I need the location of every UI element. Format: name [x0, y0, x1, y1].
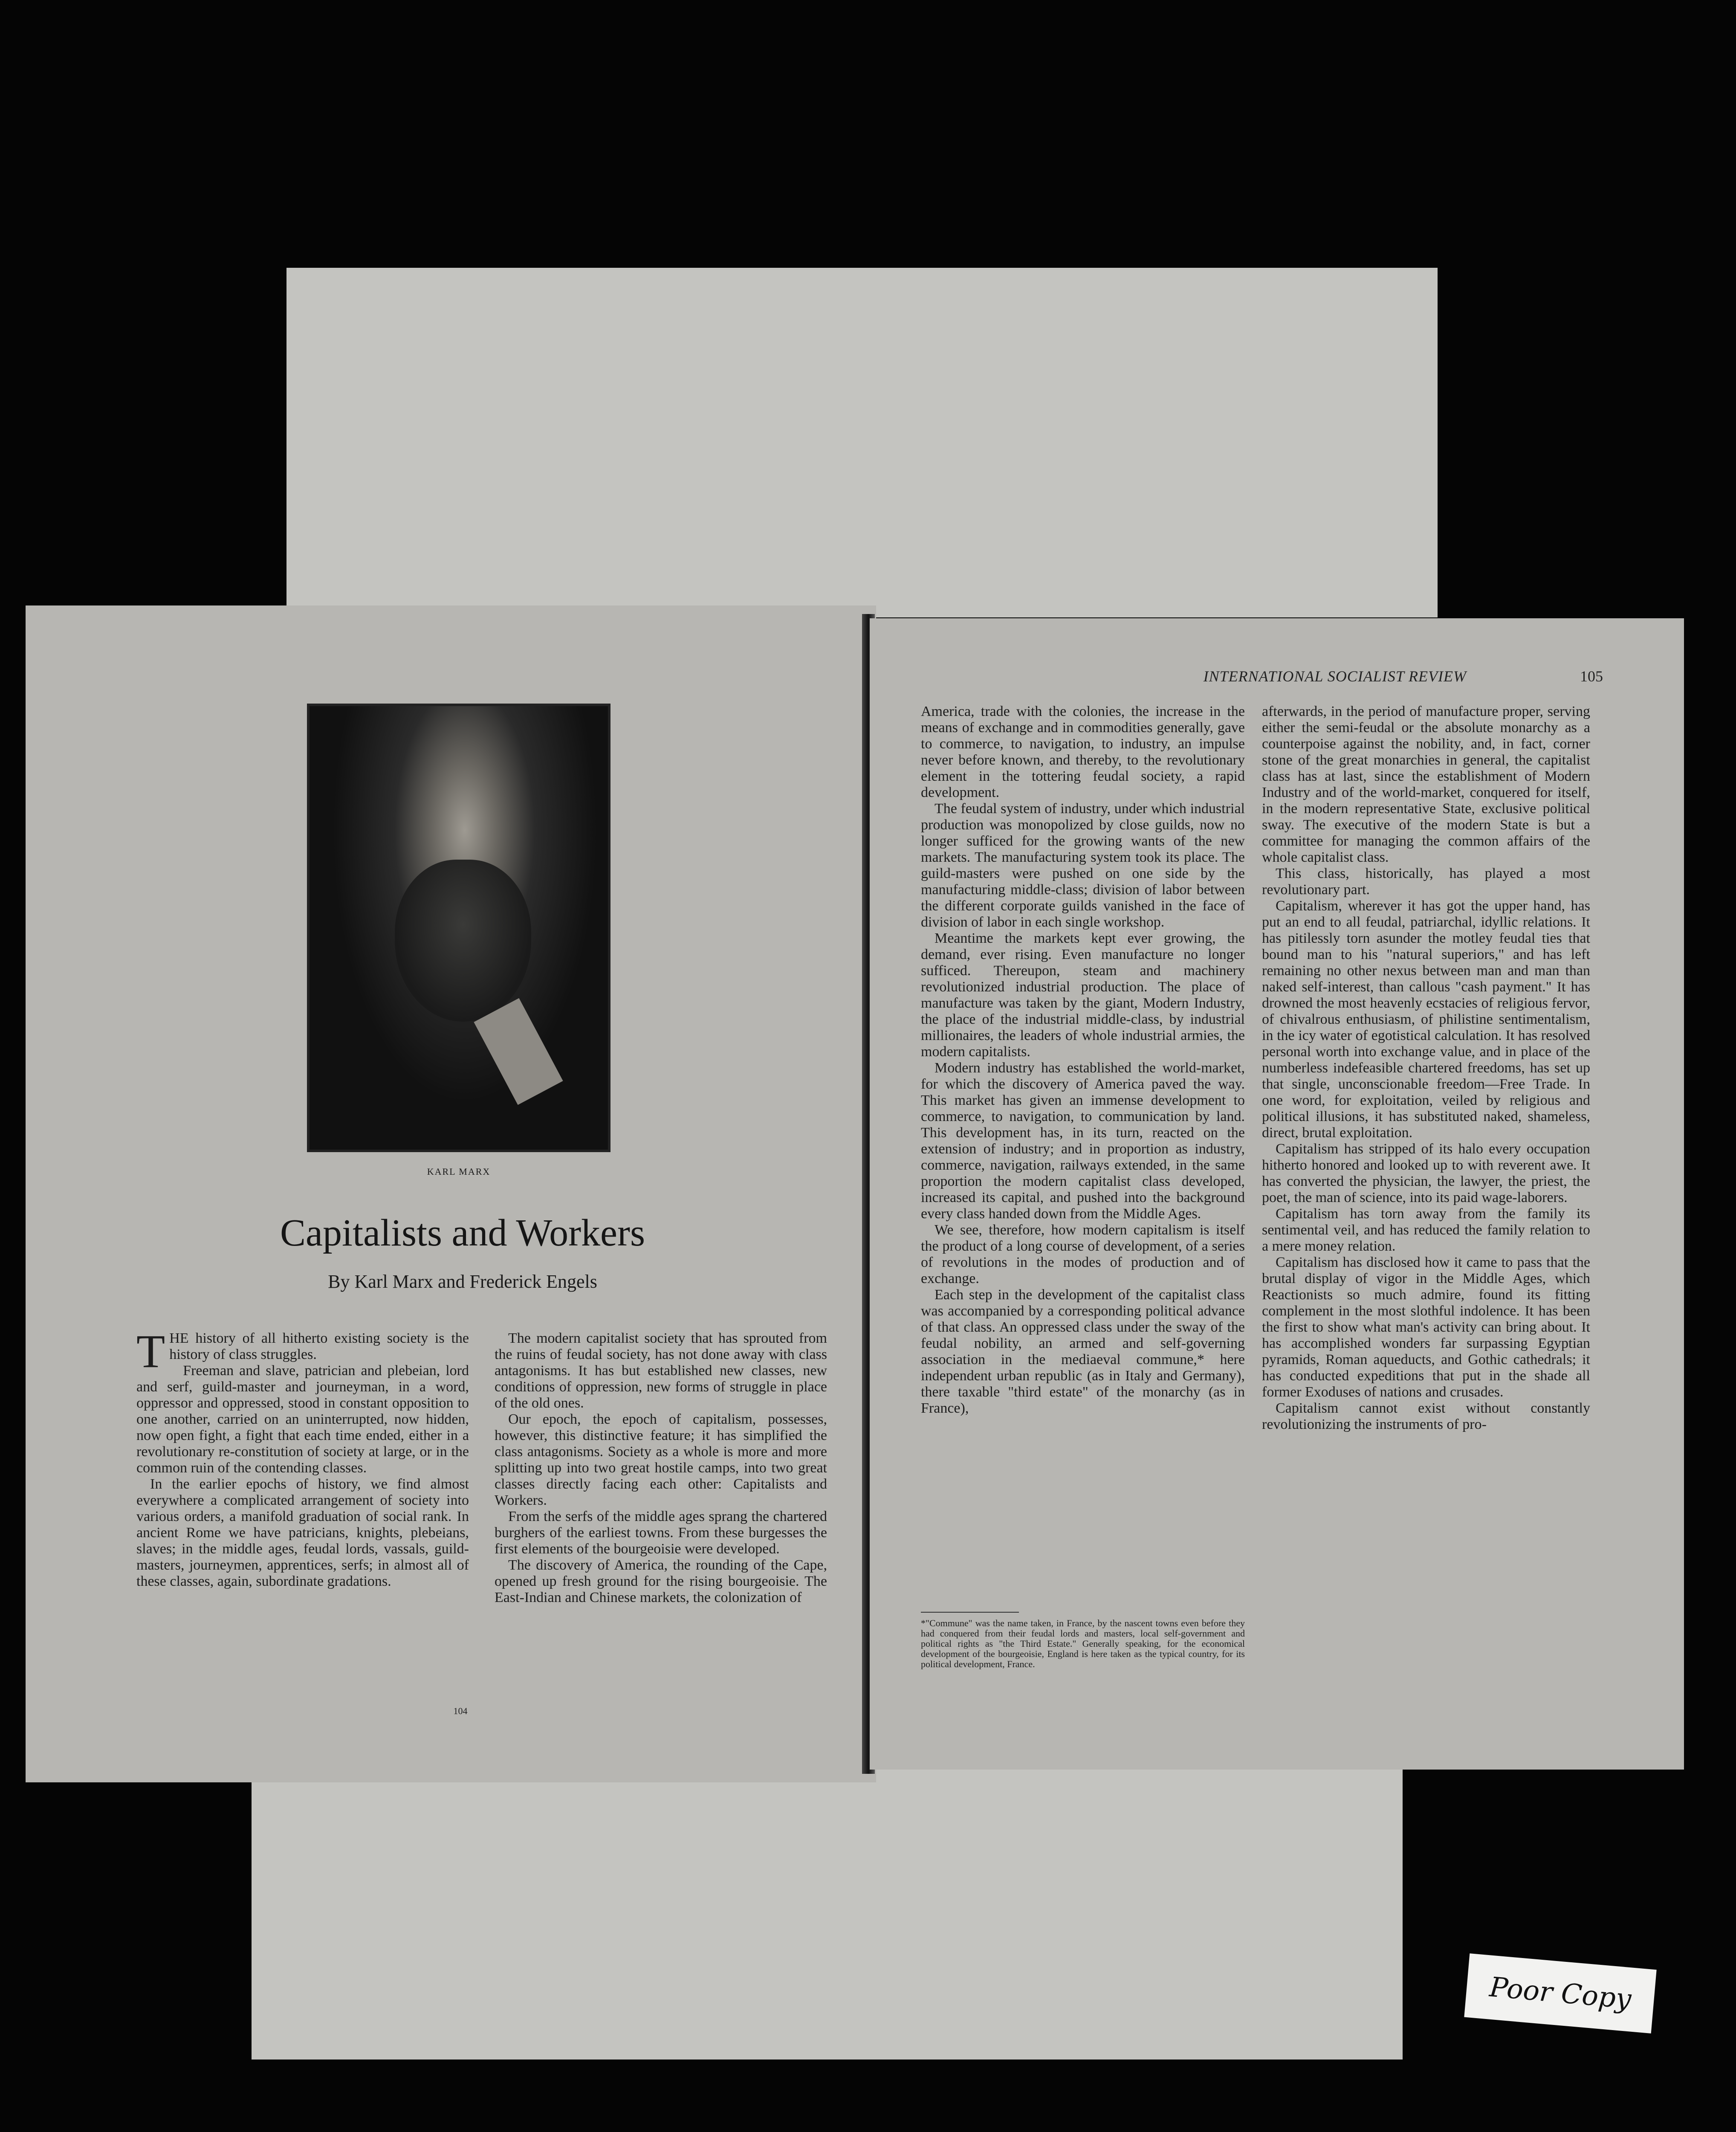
magazine-page-right [870, 618, 1684, 1770]
paragraph: Meantime the markets kept ever growing, the demand, ever rising. Even manufacture no longer sufficed. Thereupon, steam and machinery revolutionized industrial production. The place of manufacture was taken by the giant, Modern Industry, the place of the industrial middle-class, by industrial millionaires, the leaders of whole industrial armies, the modern capitalists. [921, 930, 1245, 1060]
paragraph: afterwards, in the period of manufacture proper, serving either the semi-feudal or the absolute monarchy as a counterpoise against the nobility, and, in fact, corner stone of the great monarchies in general, the capitalist class has at last, since the establishment of Modern Industry and of the world-market, conquered for itself, in the modern representative State, exclusive political sway. The executive of the modern State is but a committee for managing the common affairs of the whole capitalist class. [1262, 704, 1590, 865]
drop-cap: T [136, 1330, 165, 1377]
paragraph: HE history of all hitherto existing society is the history of class struggles. [169, 1330, 469, 1362]
left-column-2 [495, 1330, 827, 1667]
paragraph: Capitalism, wherever it has got the upper hand, has put an end to all feudal, patriarchal, idyllic relations. It has pitilessly torn asunder the motley feudal ties that bound man to his "natural superiors," and has left remaining no other nexus between man and man than naked self-interest, than callous "cash payment." It has drowned the most heavenly ecstacies of religious fervor, of chivalrous enthusiasm, of philistine sentimentalism, in the icy water of egotistical calculation. It has resolved personal worth into exchange value, and in place of the numberless indefeasible chartered freedoms, has set up that single, unconscionable freedom—Free Trade. In one word, for exploitation, veiled by religious and political illusions, it has substituted naked, shameless, direct, brutal exploitation. [1262, 898, 1590, 1141]
paragraph: Each step in the development of the capitalist class was accompanied by a corresponding political advance of that class. An oppressed class under the sway of the feudal nobility, an armed and self-governing association in the mediaeval commune,* here independent urban republic (as in Italy and Germany), there taxable "third estate" of the monarchy (as in France), [921, 1287, 1245, 1416]
paragraph: We see, therefore, how modern capitalism is itself the product of a long course of development, of a series of revolutions in the modes of production and of exchange. [921, 1222, 1245, 1286]
footnote: *"Commune" was the name taken, in France, by the nascent towns even before they had conquered from their feudal lords and masters, local self-government and political rights as "the Third Estate." Generally speaking, for the economical development of the bourgeoisie, England is here taken as the typical country, for its political development, France. [921, 1618, 1245, 1669]
paragraph: Capitalism cannot exist without constantly revolutionizing the instruments of pro- [1262, 1400, 1590, 1432]
paragraph: Capitalism has stripped of its halo every occupation hitherto honored and looked up to with reverent awe. It has converted the physician, the lawyer, the priest, the poet, the man of science, into its paid wage-laborers. [1262, 1141, 1590, 1205]
poor-copy-note: Poor Copy [1464, 1953, 1656, 2034]
article-title: Capitalists and Workers [280, 1212, 645, 1254]
article-byline: By Karl Marx and Frederick Engels [328, 1271, 597, 1292]
magazine-page-left [26, 605, 876, 1782]
paragraph: From the serfs of the middle ages sprang the chartered burghers of the earliest towns. From these burgesses the first elements of the bourgeoisie were developed. [495, 1509, 827, 1557]
paragraph: This class, historically, has played a most revolutionary part. [1262, 866, 1590, 898]
paragraph: Modern industry has established the world-market, for which the discovery of America paved the way. This market has given an immense development to commerce, to navigation, to communication by land. This development has, in its turn, reacted on the extension of industry; and in proportion as industry, commerce, navigation, railways extended, in the same proportion the modern capitalist class developed, increased its capital, and pushed into the background every class handed down from the Middle Ages. [921, 1060, 1245, 1222]
portrait-caption: KARL MARX [427, 1166, 491, 1177]
paragraph: In the earlier epochs of history, we find almost everywhere a complicated arrangement of society into various orders, a manifold graduation of social rank. In ancient Rome we have patricians, knights, plebeians, slaves; in the middle ages, feudal lords, vassals, guild-masters, journeymen, apprentices, serfs; in almost all of these classes, again, subordinate gradations. [136, 1476, 469, 1589]
backing-sheet-top [286, 268, 1438, 617]
paragraph: Freeman and slave, patrician and plebeian, lord and serf, guild-master and journeyman, in a word, oppressor and oppressed, stood in constant opposition to one another, carried on an uninterrupted, now hidden, now open fight, a fight that each time ended, either in a revolutionary re-constitution of society at large, or in the common ruin of the contending classes. [136, 1363, 469, 1476]
page-number-right: 105 [1580, 668, 1603, 685]
footnote-rule [921, 1612, 1019, 1613]
backing-sheet-bottom [252, 1770, 1403, 2060]
paragraph: The discovery of America, the rounding of the Cape, opened up fresh ground for the rising bourgeoisie. The East-Indian and Chinese markets, the colonization of [495, 1557, 827, 1605]
right-column-2 [1262, 704, 1590, 1740]
left-column-1 [136, 1330, 469, 1667]
paragraph: Our epoch, the epoch of capitalism, possesses, however, this distinctive feature; it has simplified the class antagonisms. Society as a whole is more and more splitting up into two great hostile camps, into two great classes directly facing each other: Capitalists and Workers. [495, 1411, 827, 1508]
paragraph: Capitalism has disclosed how it came to pass that the brutal display of vigor in the Middle Ages, which Reactionists so much admire, found its fitting complement in the most slothful indolence. It has been the first to show what man's activity can bring about. It has accomplished wonders far surpassing Egyptian pyramids, Roman aqueducts, and Gothic cathedrals; it has conducted expeditions that put in the shade all former Exoduses of nations and crusades. [1262, 1254, 1590, 1400]
paragraph: The modern capitalist society that has sprouted from the ruins of feudal society, has not done away with class antagonisms. It has but established new classes, new conditions of oppression, new forms of struggle in place of the old ones. [495, 1330, 827, 1411]
paragraph: America, trade with the colonies, the increase in the means of exchange and in commodities generally, gave to commerce, to navigation, to industry, an impulse never before known, and thereby, to the revolutionary element in the tottering feudal society, a rapid development. [921, 704, 1245, 800]
paragraph: The feudal system of industry, under which industrial production was monopolized by close guilds, now no longer sufficed for the growing wants of the new markets. The manufacturing system took its place. The guild-masters were pushed on one side by the manufacturing middle-class; division of labor between the different corporate guilds vanished in the face of division of labor in each single workshop. [921, 801, 1245, 930]
page-number-left: 104 [453, 1706, 468, 1716]
paragraph: Capitalism has torn away from the family its sentimental veil, and has reduced the family relation to a mere money relation. [1262, 1206, 1590, 1254]
portrait-photo [307, 704, 610, 1152]
right-column-1 [921, 704, 1245, 1663]
running-head: INTERNATIONAL SOCIALIST REVIEW [1203, 668, 1467, 685]
